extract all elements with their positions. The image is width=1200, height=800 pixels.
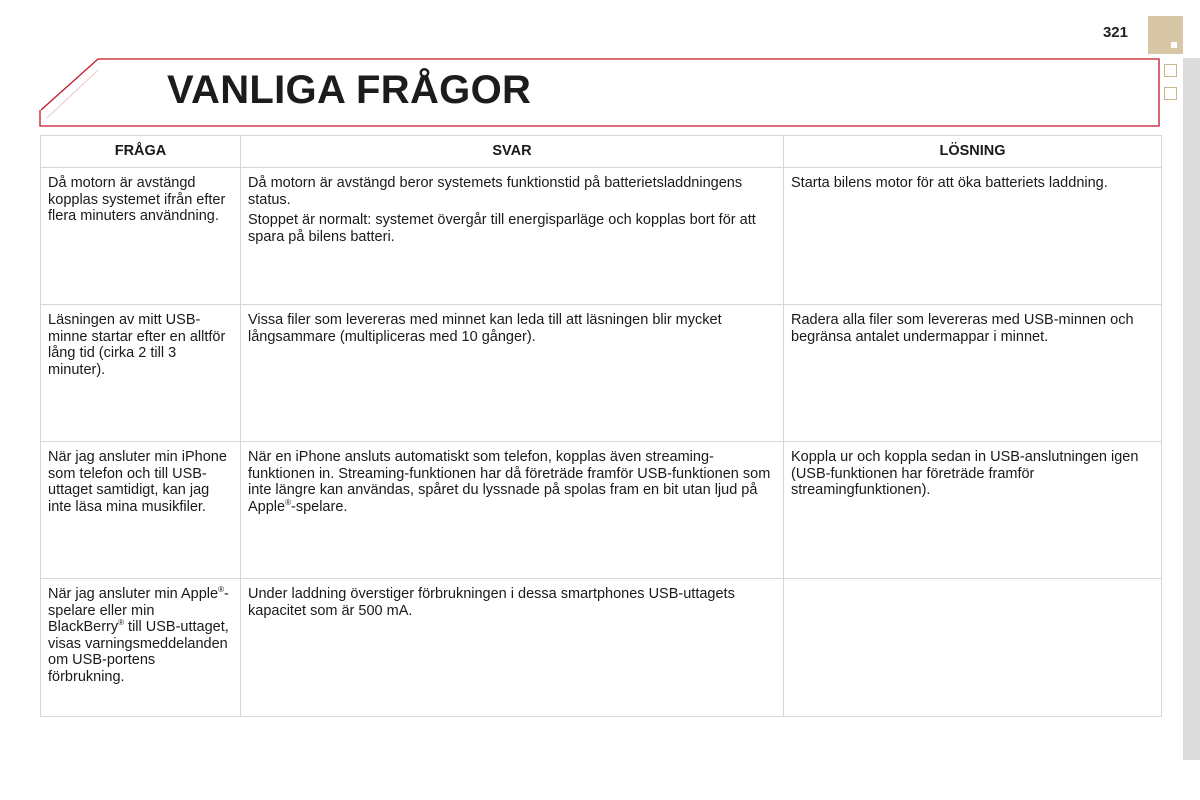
page-number: 321 bbox=[1102, 24, 1128, 41]
column-header-answer: SVAR bbox=[241, 136, 784, 168]
table-row bbox=[41, 305, 1162, 442]
answer-paragraph: Stoppet är normalt: systemet övergår till energisparläge och kopplas bort för att spara på bilens batteri. bbox=[248, 212, 756, 245]
solution-cell bbox=[784, 579, 1162, 717]
section-tab-stripe bbox=[1183, 58, 1200, 760]
answer-paragraph: Under laddning överstiger förbrukningen i dessa smartphones USB-uttagets kapacitet som är 500 mA. bbox=[248, 586, 735, 619]
table-row bbox=[41, 168, 1162, 305]
column-header-solution: LÖSNING bbox=[784, 136, 1162, 168]
title-frame-accent bbox=[47, 70, 98, 118]
answer-cell bbox=[241, 305, 784, 442]
answer-paragraph: Vissa filer som levereras med minnet kan leda till att läsningen blir mycket långsammare (multipliceras med 10 gånger). bbox=[248, 312, 722, 345]
table-row bbox=[41, 442, 1162, 579]
solution-cell: Radera alla filer som levereras med USB-minnen och begränsa antalet undermappar i minnet. bbox=[784, 305, 1162, 442]
page-title: VANLIGA FRÅGOR bbox=[167, 68, 532, 112]
answer-paragraph: Då motorn är avstängd beror systemets funktionstid på batterietsladdningens status. bbox=[248, 175, 743, 208]
answer-cell bbox=[241, 168, 784, 305]
question-cell: Läsningen av mitt USB-minne startar efter en alltför lång tid (cirka 2 till 3 minuter). bbox=[41, 305, 241, 442]
registered-mark: ® bbox=[218, 585, 224, 595]
question-cell: Då motorn är avstängd kopplas systemet ifrån efter flera minuters användning. bbox=[41, 168, 241, 305]
registered-mark: ® bbox=[118, 618, 125, 628]
table-header-row bbox=[41, 136, 1162, 168]
answer-cell bbox=[241, 579, 784, 717]
question-cell: När jag ansluter min iPhone som telefon och till USB-uttaget samtidigt, kan jag inte läsa mina musikfiler. bbox=[41, 442, 241, 579]
solution-cell: Starta bilens motor för att öka batteriets laddning. bbox=[784, 168, 1162, 305]
answer-paragraph: När en iPhone ansluts automatiskt som telefon, kopplas även streaming-funktionen in. Streaming-funktionen har då företräde framför USB-funktionen som inte längre kan användas, spåret du lyssnade på spolas fram en bit utan ljud på Apple®-spelare. bbox=[248, 449, 771, 515]
solution-cell: Koppla ur och koppla sedan in USB-anslutningen igen (USB-funktionen har företräde framför streamingfunktionen). bbox=[784, 442, 1162, 579]
column-header-question: FRÅGA bbox=[41, 136, 241, 168]
table-row bbox=[41, 579, 1162, 717]
answer-cell bbox=[241, 442, 784, 579]
faq-table bbox=[40, 135, 1162, 717]
registered-mark: ® bbox=[285, 497, 291, 507]
question-cell: När jag ansluter min Apple®-spelare eller min BlackBerry® till USB-uttaget, visas varningsmeddelanden om USB-portens förbrukning. bbox=[41, 579, 241, 717]
